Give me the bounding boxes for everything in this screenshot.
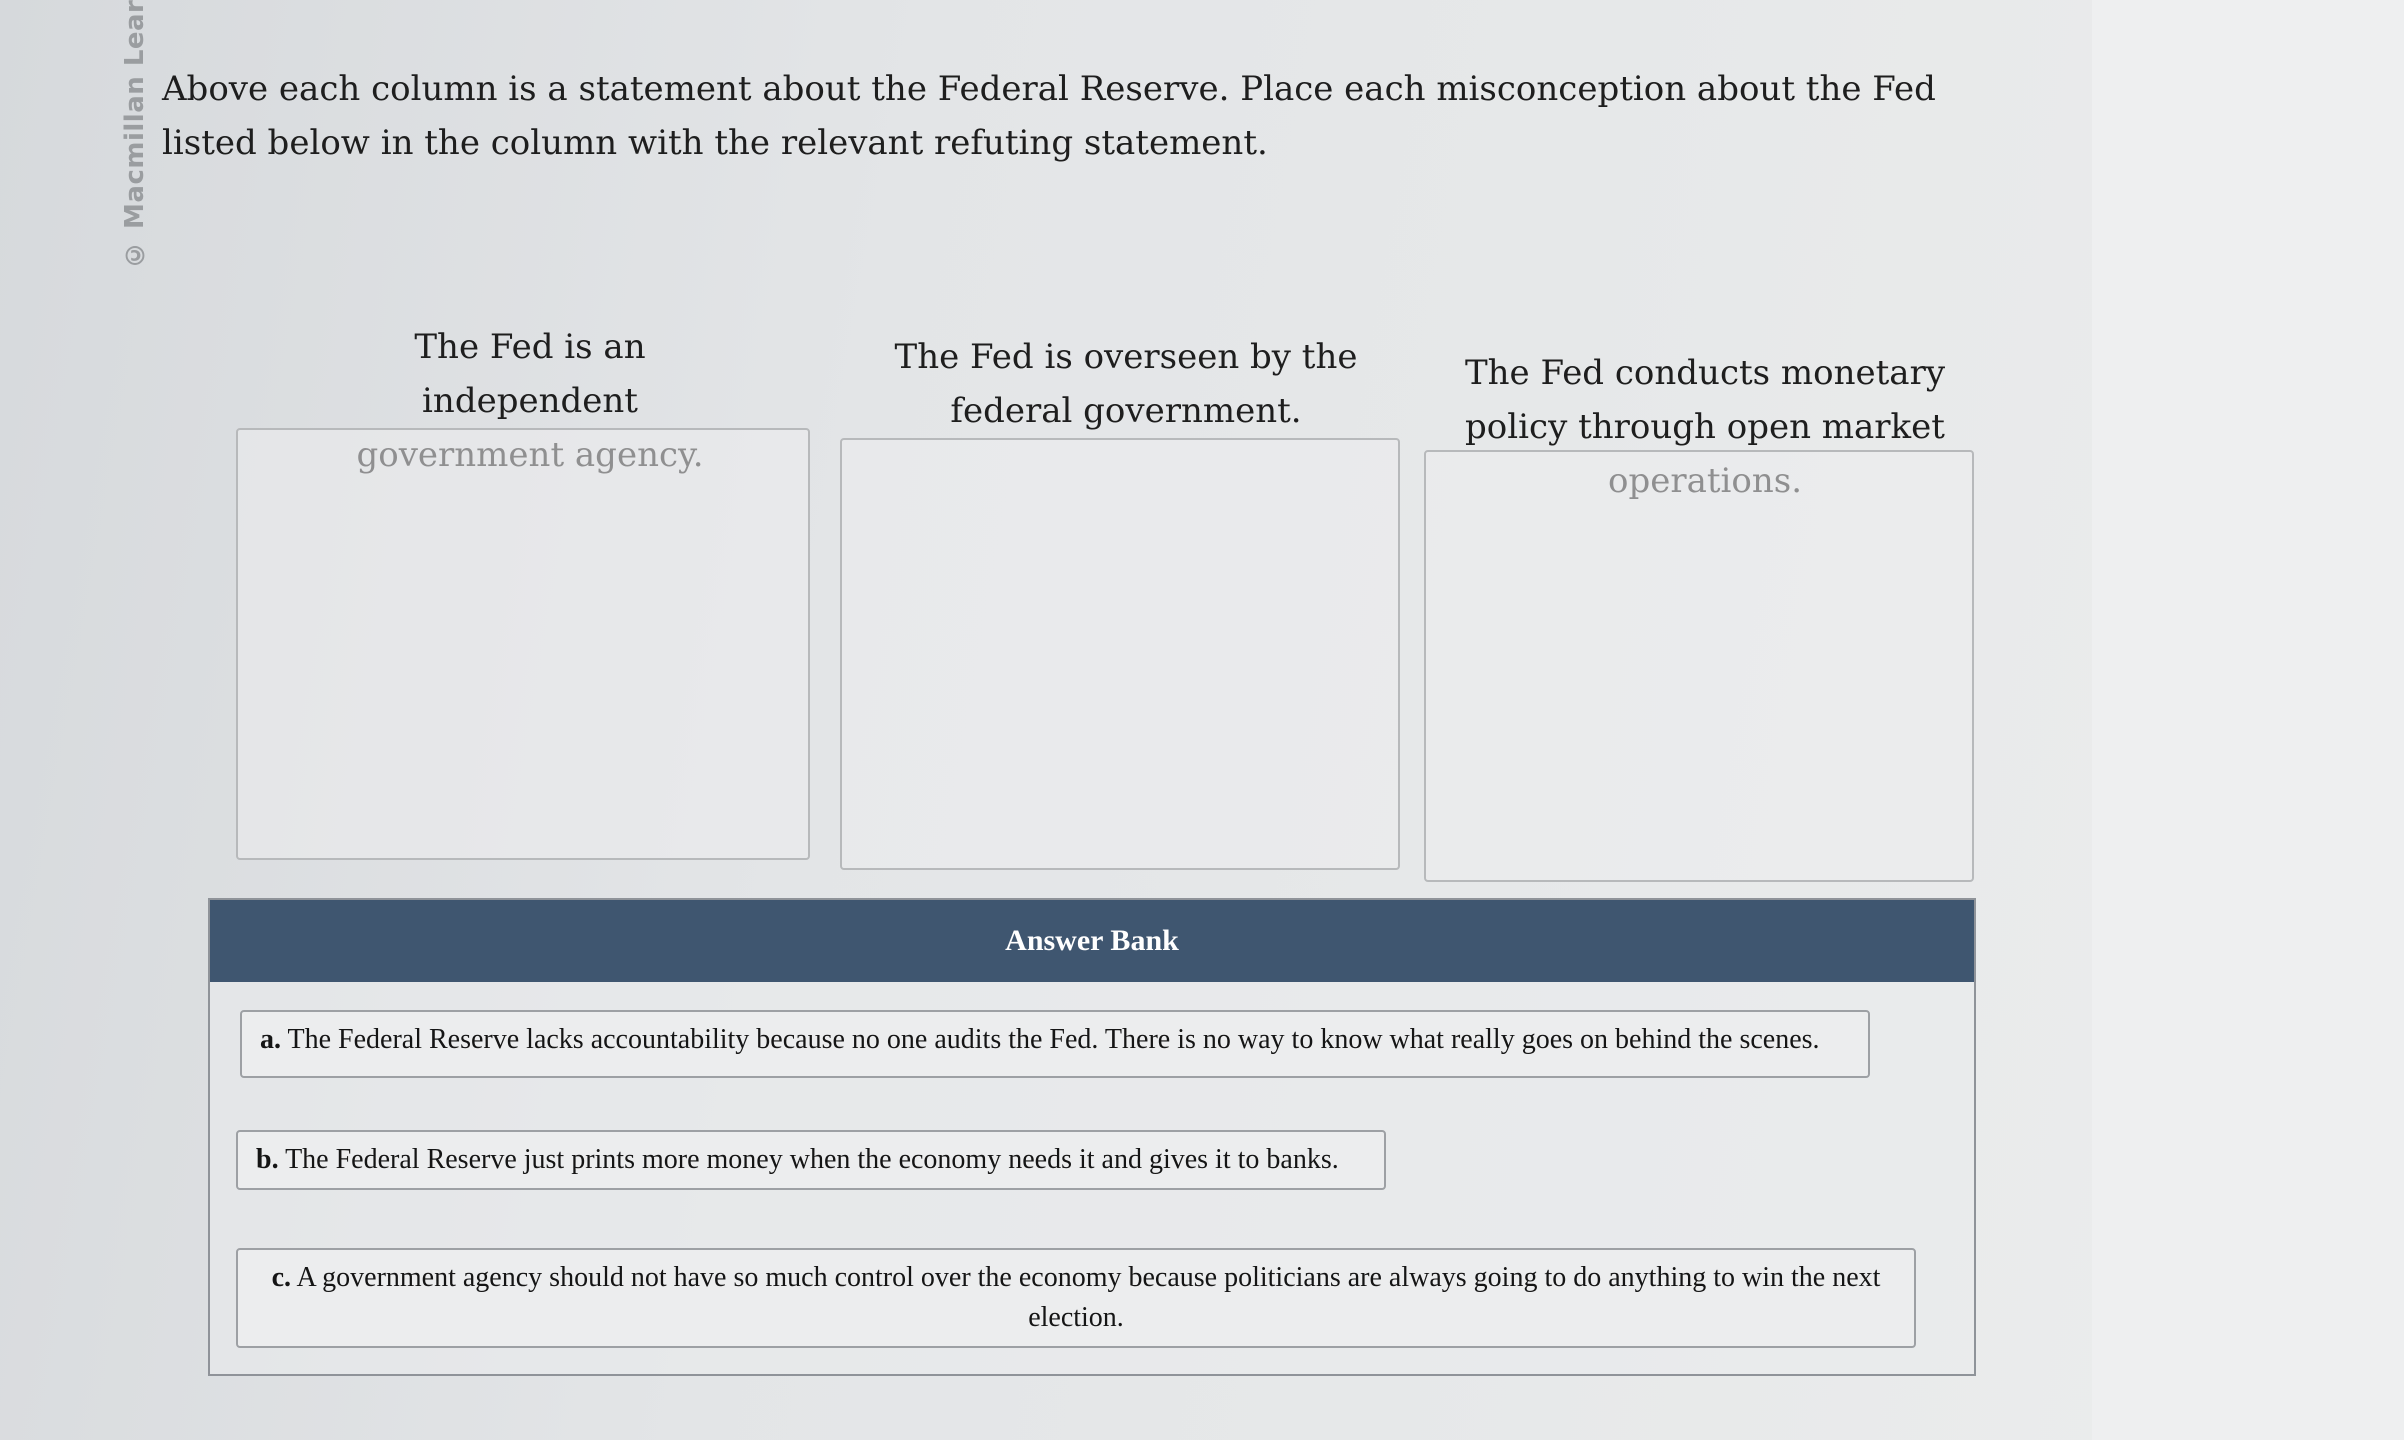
column-heading-2: The Fed is overseen by the federal government. [894, 337, 1358, 431]
answer-item-label: a. [260, 1024, 281, 1055]
copyright-watermark: © Macmillan Lear [120, 0, 150, 270]
answer-bank-title: Answer Bank [1005, 924, 1179, 957]
answer-bank-header [210, 900, 1974, 982]
answer-item-c[interactable] [236, 1248, 1916, 1348]
answer-item-text: The Federal Reserve lacks accountability because no one audits the Fed. There is no way to know what really goes on behind the scenes. [287, 1024, 1820, 1055]
answer-item-label: c. [271, 1262, 291, 1293]
drop-zone-column-1[interactable] [236, 428, 810, 860]
answer-bank [208, 898, 1976, 1376]
answer-item-text: The Federal Reserve just prints more money when the economy needs it and gives it to banks. [285, 1144, 1339, 1175]
answer-item-b[interactable] [236, 1130, 1386, 1190]
drop-zone-column-3[interactable] [1424, 450, 1974, 882]
column-heading-3: The Fed conducts monetary policy through open market [1464, 353, 1946, 447]
answer-item-label: b. [256, 1144, 279, 1175]
column-heading-1: The Fed is an independent [414, 327, 646, 421]
right-margin [2092, 0, 2404, 1440]
instructions-text: Above each column is a statement about the Federal Reserve. Place each misconception about the Fed listed below in the column with the relevant refuting statement. [162, 69, 1936, 163]
answer-item-text: A government agency should not have so much control over the economy because politicians are always going to do anything to win the next election. [296, 1262, 1881, 1333]
drop-zone-column-2[interactable] [840, 438, 1400, 870]
answer-item-a[interactable] [240, 1010, 1870, 1078]
